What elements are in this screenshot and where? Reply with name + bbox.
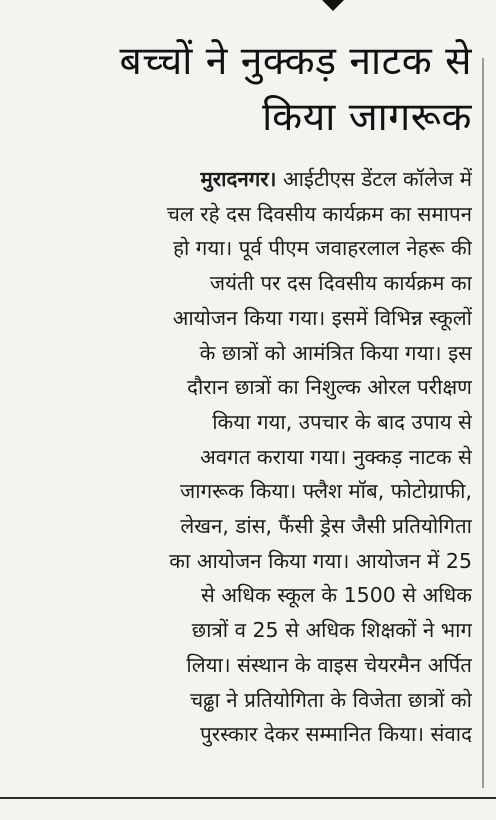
article-line: जागरूक किया। फ्लैश मॉब, फोटोग्राफी, xyxy=(180,479,472,504)
article-line: हो गया। पूर्व पीएम जवाहरलाल नेहरू की xyxy=(173,236,472,261)
article-line-1 xyxy=(20,162,472,197)
article-line: किया गया, उपचार के बाद उपाय से xyxy=(212,409,472,434)
article-line: अवगत कराया गया। नुक्कड़ नाटक से xyxy=(200,444,472,469)
bottom-rule xyxy=(0,797,496,799)
headline-line-1: बच्चों ने नुक्कड़ नाटक से xyxy=(119,39,472,84)
article-line-1-text: आईटीएस डेंटल कॉलेज में xyxy=(276,167,472,191)
headline-line-2: किया जागरूक xyxy=(262,95,472,140)
article-body xyxy=(20,162,472,752)
article-line: चढ्ढा ने प्रतियोगिता के विजेता छात्रों को xyxy=(190,687,472,712)
dateline: मुरादनगर। xyxy=(200,167,277,191)
column-divider xyxy=(482,58,484,788)
article-line: से अधिक स्कूल के 1500 से अधिक xyxy=(201,583,472,608)
article-headline xyxy=(20,34,472,146)
article-line: जयंती पर दस दिवसीय कार्यक्रम का xyxy=(209,271,472,296)
article-line: लेखन, डांस, फैंसी ड्रेस जैसी प्रतियोगिता xyxy=(180,514,472,539)
article-line: चल रहे दस दिवसीय कार्यक्रम का समापन xyxy=(166,201,472,226)
article-line: पुरस्कार देकर सम्मानित किया। संवाद xyxy=(200,722,472,747)
top-edge-mark-icon xyxy=(322,0,344,12)
article-line: छात्रों व 25 से अधिक शिक्षकों ने भाग xyxy=(191,618,472,643)
article-line: लिया। संस्थान के वाइस चेयरमैन अर्पित xyxy=(186,652,472,677)
article-line: आयोजन किया गया। इसमें विभिन्न स्कूलों xyxy=(172,305,472,330)
article-line: दौरान छात्रों का निशुल्क ओरल परीक्षण xyxy=(187,375,472,400)
article-line: का आयोजन किया गया। आयोजन में 25 xyxy=(169,548,472,573)
article-line: के छात्रों को आमंत्रित किया गया। इस xyxy=(199,340,472,365)
